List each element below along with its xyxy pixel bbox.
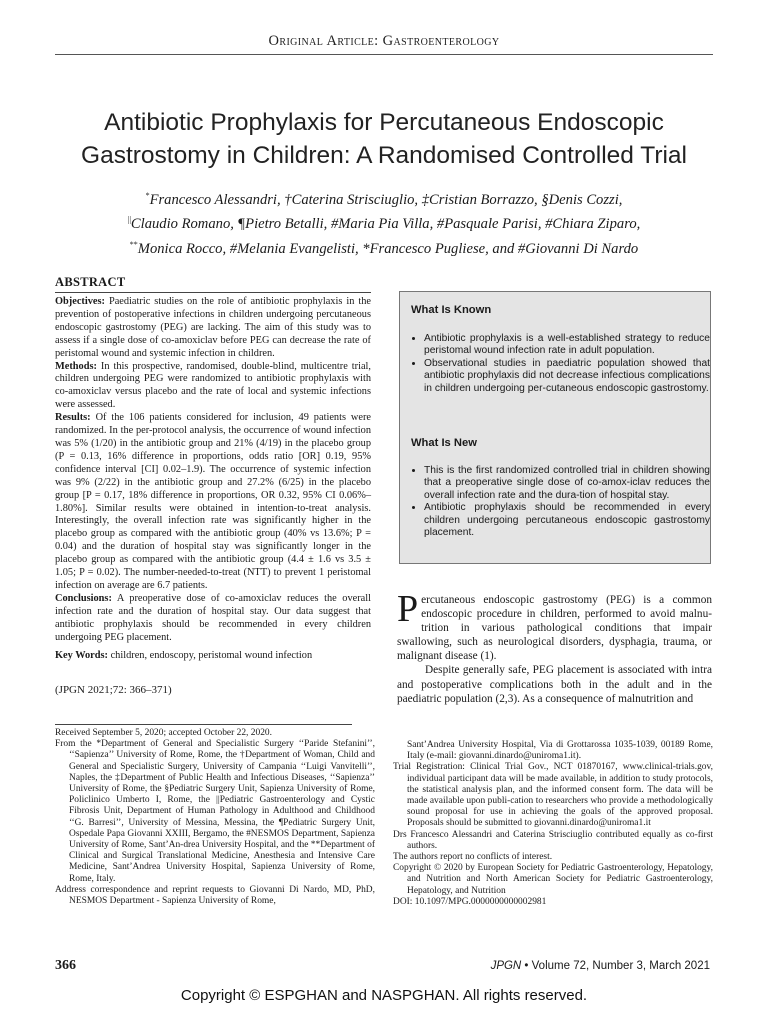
abstract-objectives <box>55 296 371 361</box>
journal-citation: (JPGN 2021;72: 366–371) <box>55 684 172 696</box>
conclusions-text: A preoperative dose of co-amoxiclav reduces the overall infection rate and the duration of hospital stay. Our data suggest that antibiotic prophylaxis should be recommended in every children undergoing PEG placement. <box>55 592 372 643</box>
title-line-1: Antibiotic Prophylaxis for Percutaneous Endoscopic <box>104 109 664 136</box>
authors-line-1-text: Francesco Alessandri, †Caterina Strisciuglio, ‡Cristian Borrazzo, §Denis Cozzi, <box>149 191 623 208</box>
what-is-known-list <box>411 333 710 395</box>
abstract-keywords <box>55 650 371 663</box>
footnote-copyright: Copyright © 2020 by European Society for Pediatric Gastroenterology, Hepatology, and Nutrition and North American Society for Pediatric Gastroenterology, Hepatology, and Nutrition <box>393 863 713 896</box>
author-mark-2: || <box>127 215 131 225</box>
body-paragraph-1 <box>397 588 712 663</box>
conclusions-label: Conclusions: <box>55 592 112 604</box>
footnote-address: Address correspondence and reprint requests to Giovanni Di Nardo, MD, PhD, NESMOS Department - Sapienza University of Rome, <box>55 884 375 907</box>
footnote-address-continued: Sant’Andrea University Hospital, Via di Grottarossa 1035-1039, 00189 Rome, Italy (e-mail: giovanni.dinardo@uniroma1.it). <box>407 740 713 762</box>
footnote-conflicts: The authors report no conflicts of interest. <box>393 852 553 863</box>
footnotes-right <box>393 740 713 908</box>
what-is-known-heading: What Is Known <box>411 304 492 316</box>
footnote-trial-registration: Trial Registration: Clinical Trial Gov., NCT 01870167, www.clinical-trials.gov, individual participant data will be made available, in addition to study protocols, the statistical analysis plan, and the informed consent form. The data will be made available upon publi-cation to researchers who provide a methodologically sound proposal for use in achieving the goals of the approved proposal. Proposals should be submitted to giovanni.dinardo@uniroma1.it <box>393 762 713 829</box>
page-number: 366 <box>55 958 76 973</box>
footnote-affiliations: From the *Department of General and Specialistic Surgery ‘‘Paride Stefanini’’, ‘‘Sapienza’’ University of Rome, Rome, the †Department of Woman, Child and General and Specialistic Surgery, University of Campania ‘‘Luigi Vanvitelli’’, Naples, the ‡Department of Public Health and Infectious Diseases, ‘‘Sapienza’’ University of Rome, the §Pediatric Surgery Unit, Sapienza University of Rome, Policlinico Umberto I, Rome, the ||Pediatric Gastroenterology and Cystic Fibrosis Unit, Department of Human Pathology in Adulthood and Childhood ‘‘G. Barresi’’, University of Messina, Messina, the ¶Pediatric Surgery Unit, Ospedale Papa Giovanni XXIII, Bergamo, the #NESMOS Department, Sapienza University of Rome, Sant’An-drea University Hospital, and the **Department of Clinical and Surgical Translational Medicine, Anesthesia and Intensive Care Medicine, Sant’Andrea University Hospital, Sapienza University of Rome, Rome, Italy. <box>55 739 375 884</box>
results-label: Results: <box>55 412 91 424</box>
abstract-heading: ABSTRACT <box>55 275 126 289</box>
article-body <box>397 588 712 706</box>
results-text: Of the 106 patients considered for inclusion, 49 patients were randomized. In the per-protocol analysis, the occurrence of wound infection was 5% (1/20) in the antibiotic group and 21% (4/19) in the placebo group (P = 0.13, 16% difference in proportions, odds ratio [OR] 0.19, 95% confidence interval [CI] 0.02–1.9). The occurrence of systemic infection was 9% (2/22) in the antibiotic group and 27.2% (6/25) in the placebo group [P = 0.17, 18% difference in proportions, OR 0.32, 95% CI 0.06%–1.80%]. Similar results were obtained in intention-to-treat analysis. Interestingly, the overall infection rate was significantly higher in the placebo group as compared with the antibiotic group (40% vs 13.6%; P = 0.04) and the duration of hospital stay was significantly longer in the placebo group as compared with the antibiotic group (4.4 ± 1.6 vs 3.5 ± 1.05; P = 0.02). The number-needed-to-treat (NTT) to prevent 1 peristomal infection on average are 6.7 patients. <box>55 412 371 591</box>
key-points-box <box>399 291 711 564</box>
list-item: • Observational studies in paediatric population showed that antibiotic prophylaxis did not decrease infectious complications in children undergoing per-cutaneous endoscopic gastrostomy. <box>424 358 710 395</box>
drop-cap: P <box>397 588 419 630</box>
header-divider <box>55 54 713 55</box>
authors-line-2 <box>40 210 728 234</box>
section-header: Original Article: Gastroenterology <box>268 33 500 49</box>
journal-info <box>491 960 710 972</box>
article-title <box>40 106 728 172</box>
keywords-label: Key Words: <box>55 650 108 662</box>
footnote-received: Received September 5, 2020; accepted October 22, 2020. <box>55 728 272 738</box>
journal-volume: • Volume 72, Number 3, March 2021 <box>521 960 710 972</box>
list-item: • Antibiotic prophylaxis is a well-established strategy to reduce peristomal wound infection rate in adult population. <box>424 333 710 358</box>
body-paragraph-2: Despite generally safe, PEG placement is associated with intra and postoperative complications both in the adult and in the paediatric population (2,3). As a consequence of malnutrition and <box>397 664 712 705</box>
author-mark-1: * <box>145 191 150 200</box>
abstract-divider <box>55 292 371 293</box>
abstract-results <box>55 412 371 593</box>
author-mark-3: ** <box>129 239 138 249</box>
journal-abbrev: JPGN <box>490 960 522 972</box>
list-item: • This is the first randomized controlled trial in children showing that a preoperative single dose of co-amox-iclav reduces the overall infection rate and the dura-tion of hospital stay. <box>424 465 710 502</box>
list-item: • Antibiotic prophylaxis should be recommended in every children undergoing percutaneous endoscopic gastrostomy placement. <box>424 502 710 539</box>
authors-line-3 <box>40 235 728 259</box>
footnote-divider <box>55 724 352 725</box>
copyright-notice: Copyright © ESPGHAN and NASPGHAN. All rights reserved. <box>180 987 588 1004</box>
authors-line-2-text: Claudio Romano, ¶Pietro Betalli, #Maria Pia Villa, #Pasquale Parisi, #Chiara Ziparo, <box>130 216 641 233</box>
footnote-doi: DOI: 10.1097/MPG.0000000000002981 <box>393 896 547 907</box>
title-line-2: Gastrostomy in Children: A Randomised Controlled Trial <box>81 142 687 169</box>
methods-label: Methods: <box>55 360 97 372</box>
objectives-text: Paediatric studies on the role of antibiotic prophylaxis in the prevention of postoperative infections in children undergoing percutaneous endoscopic gastrostomy (PEG) are lacking. The aim of this study was to assess if a single dose of co-amoxiclav before PEG can decrease the rate of peristomal wound and systemic infection in children. <box>55 296 371 359</box>
body-paragraph-1-text: ercutaneous endoscopic gastrostomy (PEG) is a common endoscopic procedure in children, performed to avoid malnu-trition in various pathological conditions that impair swallowing, such as neurological disorders, dysphagia, trauma, or malignant disease (1). <box>397 594 712 663</box>
abstract-body <box>55 296 371 663</box>
authors-line-3-text: Monica Rocco, #Melania Evangelisti, *Francesco Pugliese, and #Giovanni Di Nardo <box>137 240 639 257</box>
what-is-new-heading: What Is New <box>411 437 477 449</box>
authors-line-1 <box>40 186 728 210</box>
author-list <box>40 186 728 259</box>
footnote-co-first: Drs Francesco Alessandri and Caterina Strisciuglio contributed equally as co-first authors. <box>393 829 713 851</box>
methods-text: In this prospective, randomised, double-blind, multicentre trial, children undergoing PEG were randomized to antibiotic prophylaxis with co-amoxiclav versus placebo and the rate of local and systemic infections were assessed. <box>55 360 371 411</box>
objectives-label: Objectives: <box>55 296 105 307</box>
abstract-conclusions <box>55 593 371 645</box>
what-is-new-list <box>411 465 710 539</box>
keywords-text: children, endoscopy, peristomal wound infection <box>110 650 313 662</box>
footnotes-left <box>55 728 375 907</box>
abstract-methods <box>55 361 371 413</box>
